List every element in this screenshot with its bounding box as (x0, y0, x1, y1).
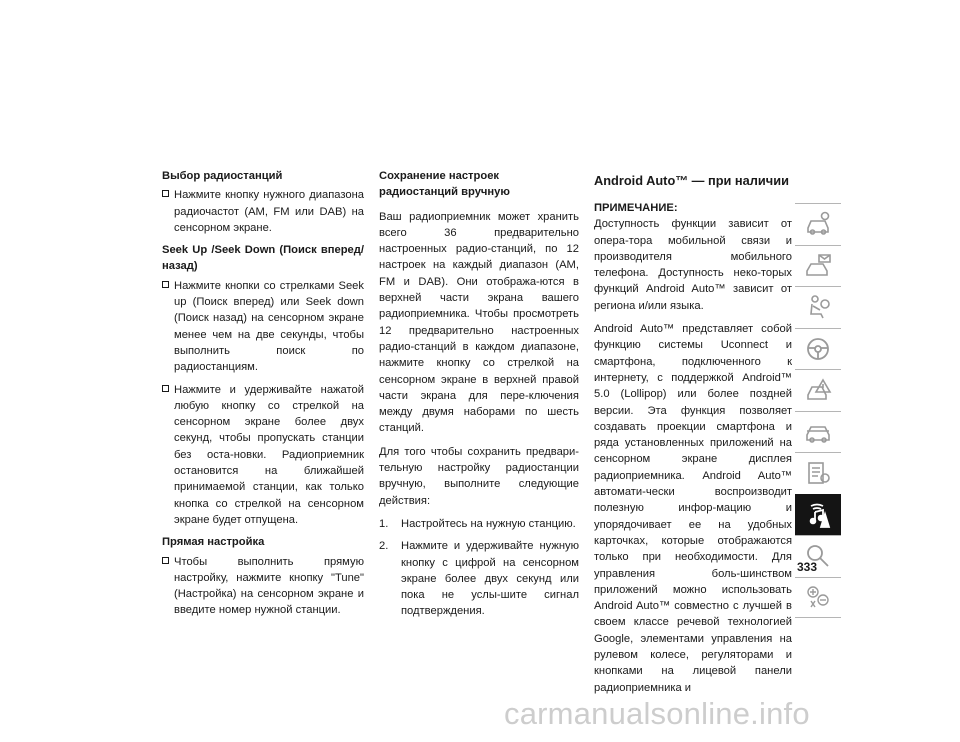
chapter-tab[interactable] (795, 452, 841, 494)
paragraph: Ваш радиоприемник может хранить всего 36 предварительно настроенных радио-станций, по 12 настроек на каждый диапазон (AM, FM и DAB). Они отобража-ются в верхней части экрана вашего радиоприемника. Чтобы просмотреть 12 предварительно настроенных радио-станций в каждом диапазоне, нажмите кнопку со стрелкой на сенсорном экране в верхней правой части экрана для пере-ключения между двумя наборами по шесть станций. (379, 210, 579, 435)
column-2 (379, 168, 579, 626)
chapter-tab[interactable] (795, 411, 841, 453)
chapter-tab[interactable] (795, 369, 841, 411)
warning-message-icon (803, 251, 833, 281)
bullet-item: Нажмите кнопки со стрелками Seek up (Поиск вперед) или Seek down (Поиск назад) на сенсорном экране менее чем на две секунды, чтобы выполнить поиск по радиостанциям. (162, 278, 364, 376)
paragraph: Для того чтобы сохранить предвари-тельную настройку радиостанции вручную, выполните следующие действия: (379, 445, 579, 507)
car-info-icon (803, 209, 833, 239)
warning-triangle-car-icon (803, 375, 833, 405)
steering-wheel-icon (803, 334, 833, 364)
bullet-item: Нажмите и удерживайте нажатой любую кнопку со стрелкой на сенсорном экране более двух секунд, чтобы пропускать станции без оста-новки. Радиоприемник остановится на ближайшей принимаемой станции, как только кнопка со стрелкой на сенсорном экране будет отпущена. (162, 382, 364, 529)
bullet-square-icon (162, 281, 169, 288)
section-heading-android-auto: Android Auto™ — при наличии (594, 173, 789, 188)
step-item: 1. Настройтесь на нужную станцию. (379, 517, 576, 530)
step-item: 2. Нажмите и удерживайте нужную кнопку с цифрой на сенсорном экране более двух секунд или пока не услы-шите сигнал подтверждения. (379, 540, 579, 618)
car-service-icon (803, 417, 833, 447)
section-heading-seek: Seek Up /Seek Down (Поиск вперед/назад) (162, 244, 364, 273)
chapter-tab[interactable] (795, 203, 841, 245)
bullet-square-icon (162, 557, 169, 564)
maintenance-list-icon (803, 458, 833, 488)
column-1 (162, 168, 364, 625)
chapter-tab-active[interactable] (795, 494, 841, 536)
bullet-item: Чтобы выполнить прямую настройку, нажмите кнопку "Tune" (Настройка) на сенсорном экране и введите номер нужной станции. (162, 554, 364, 619)
section-heading-direct-tune: Прямая настройка (162, 536, 265, 549)
chapter-tab[interactable] (795, 245, 841, 287)
seat-airbag-icon (803, 292, 833, 322)
note-label: ПРИМЕЧАНИЕ: (594, 202, 678, 214)
bullet-square-icon (162, 385, 169, 392)
section-heading-station-select: Выбор радиостанций (162, 170, 283, 182)
chapter-tabs (795, 203, 841, 618)
language-index-icon (803, 582, 833, 612)
paragraph: Android Auto™ представляет собой функцию системы Uconnect и смартфона, подключенного к интернету, с поддержкой Android™ 5.0 (Lollipop) или более поздней версии. Эта функция позволяет создавать проекции смартфона и ряда установленных приложений на сенсорном экране дисплея радиоприемника. Android Auto™ автомати-чески воспроизводит полезную инфор-мацию и упорядочивает ее на удобных карточках, которые отображаются только при необходимости. Для управления боль-шинством приложений можно использовать Android Auto™ совместно с лучшей в своем классе речевой технологией Google, элементами управления на рулевом колесе, регуляторами и кнопками на лицевой панели радиоприемника и (594, 323, 792, 694)
section-heading-manual-preset: Сохранение настроек радиостанций вручную (379, 170, 510, 199)
bullet-item: Нажмите кнопку нужного диапазона радиочастот (AM, FM или DAB) на сенсорном экране. (162, 187, 364, 236)
note-text: Доступность функции зависит от опера-тора мобильной связи и производителя мобильного телефона. Доступность неко-торых функций Android Auto™ зависит от региона и/или языка. (594, 218, 792, 312)
multimedia-note-icon (803, 500, 833, 530)
page-number: 333 (797, 560, 818, 574)
chapter-tab[interactable] (795, 328, 841, 370)
column-3 (594, 172, 792, 703)
chapter-tab[interactable] (795, 286, 841, 328)
watermark-text: carmanualsonline.info (504, 696, 810, 731)
chapter-tab[interactable] (795, 577, 841, 619)
bullet-square-icon (162, 190, 169, 197)
